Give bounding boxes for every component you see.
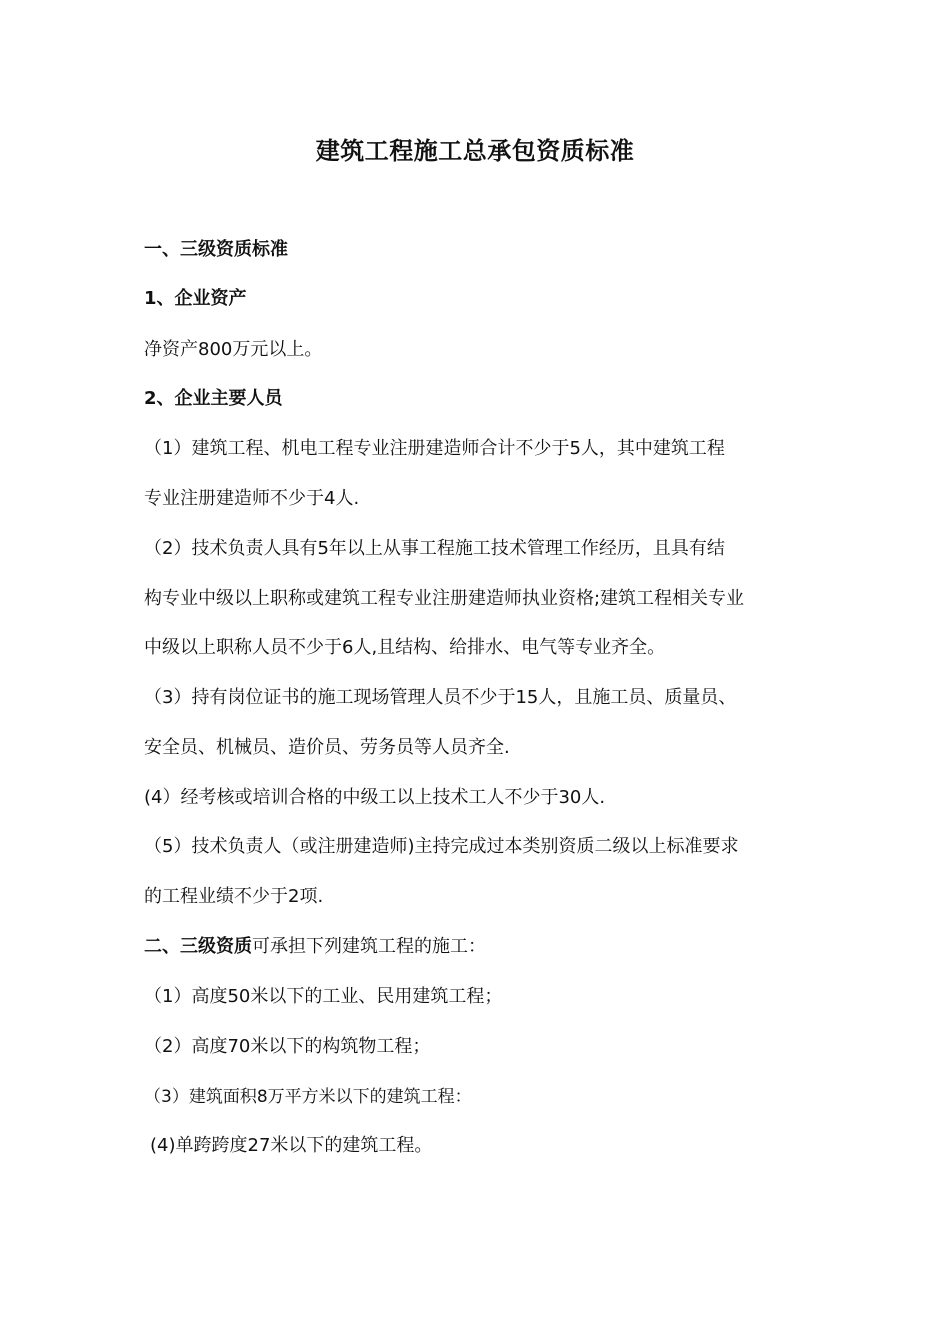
item2-line2: 构专业中级以上职称或建筑工程专业注册建造师执业资格;建筑工程相关专业 <box>144 588 745 609</box>
sub2-heading: 2、企业主要人员 <box>144 388 283 409</box>
document-title: 建筑工程施工总承包资质标准 <box>315 137 635 165</box>
sub1-heading: 1、企业资产 <box>144 288 247 309</box>
section1-heading: 一、三级资质标准 <box>144 239 288 260</box>
section2-heading-rest: 可承担下列建筑工程的施工： <box>252 936 486 957</box>
scope-item-2: （2）高度70米以下的构筑物工程； <box>144 1036 431 1057</box>
item5-line1: （5）技术负责人（或注册建造师)主持完成过本类别资质二级以上标准要求 <box>144 836 739 857</box>
scope-item-3: （3）建筑面积8万平方米以下的建筑工程： <box>144 1087 472 1107</box>
item5-line2: 的工程业绩不少于2项. <box>144 886 324 907</box>
section2-heading-bold: 二、三级资质 <box>144 936 252 957</box>
sub1-text: 净资产800万元以上。 <box>144 339 323 360</box>
scope-item-4: (4)单跨跨度27米以下的建筑工程。 <box>150 1135 433 1156</box>
item3-line2: 安全员、机械员、造价员、劳务员等人员齐全. <box>144 737 510 758</box>
item2-line1: （2）技术负责人具有5年以上从事工程施工技术管理工作经历，且具有结 <box>144 538 725 559</box>
section2-heading <box>144 934 824 960</box>
item3-line1: （3）持有岗位证书的施工现场管理人员不少于15人，且施工员、质量员、 <box>144 687 737 708</box>
item1-line2: 专业注册建造师不少于4人. <box>144 488 360 509</box>
item4-line1: (4）经考核或培训合格的中级工以上技术工人不少于30人. <box>144 787 606 808</box>
item1-line1: （1）建筑工程、机电工程专业注册建造师合计不少于5人，其中建筑工程 <box>144 438 725 459</box>
scope-item-1: （1）高度50米以下的工业、民用建筑工程； <box>144 986 503 1007</box>
item2-line3: 中级以上职称人员不少于6人,且结构、给排水、电气等专业齐全。 <box>144 637 666 658</box>
